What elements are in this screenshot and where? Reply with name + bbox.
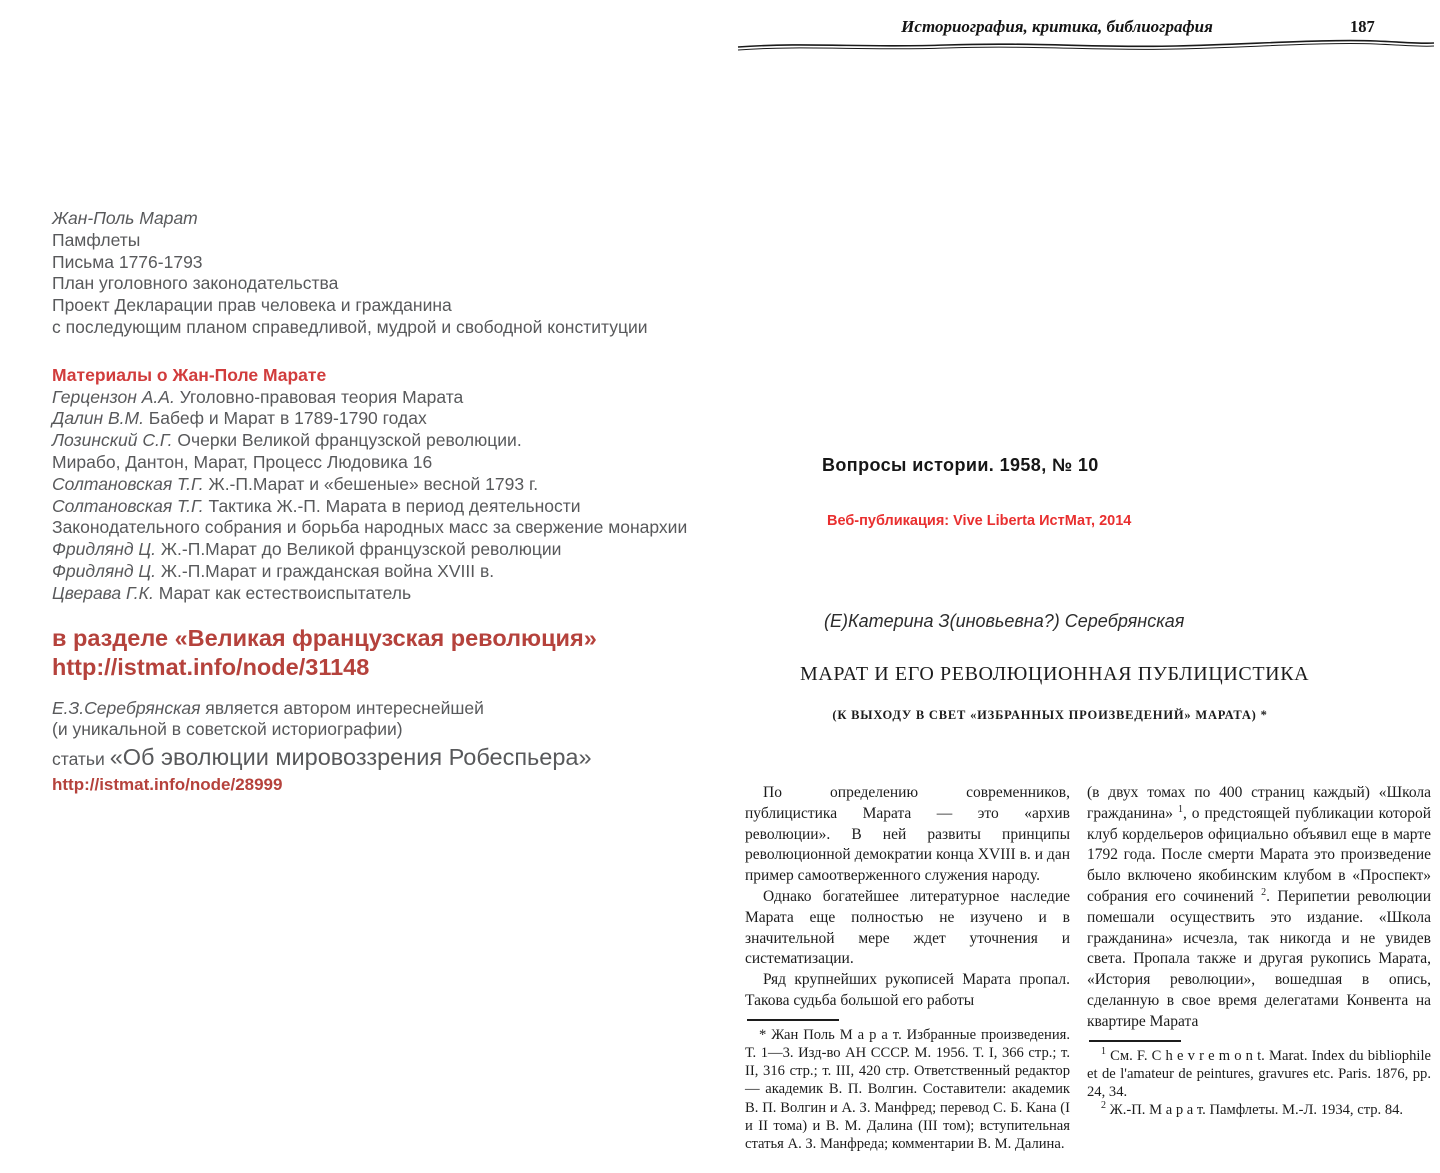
paragraph-text: (в двух томах по 400 страниц каждый) «Школа гражданина»: [1087, 784, 1431, 822]
footnote-2: [1087, 1101, 1431, 1119]
left-annotation-panel: [52, 208, 762, 795]
materials-item-title: Ж.-П.Марат и «бешеные» весной 1793 г.: [203, 473, 539, 494]
footnote-separator-rule: [1089, 1040, 1181, 1042]
article-left-column: [745, 783, 1070, 1153]
materials-item: [52, 517, 762, 539]
footnote-separator-rule: [747, 1019, 839, 1021]
footnote-1-number: 1: [1101, 1045, 1106, 1057]
note-author-name: Е.З.Серебрянская: [52, 697, 201, 718]
note-line1-rest: является автором интереснейшей: [200, 697, 484, 718]
footnote-1-text: См. F. C h e v r e m o n t. Marat. Index du bibliophile et de l'amateur de peintures, gravures etc. Paris. 1876, pp. 24, 34.: [1087, 1047, 1431, 1100]
materials-item-title: Законодательного собрания и борьба народных масс за свержение монархии: [52, 517, 688, 538]
works-author: Жан-Поль Марат: [52, 208, 198, 228]
materials-item: [52, 430, 762, 452]
footnote-star: * Жан Поль М а р а т. Избранные произведения. Т. 1—3. Изд-во АН СССР. М. 1956. Т. I, 366 стр.; т. II, 316 стр.; т. III, 420 стр. Ответственный редактор — академик В. П. Волгин. Составители: академик В. П. Волгин и А. З. Манфред; перевод С. Б. Кана (I и II тома) и В. М. Далина (III том); вступительная статья А. З. Манфреда; комментарии В. М. Далина.: [745, 1026, 1070, 1152]
istmat-node-31148-link[interactable]: http://istmat.info/node/31148: [52, 653, 370, 680]
works-item: Проект Декларации прав человека и гражданина: [52, 295, 452, 316]
materials-item-author: Цверава Г.К.: [52, 582, 154, 603]
paragraph-text: . Перипетии революции помешали осуществить это издание. «Школа гражданина» исчезла, так никогда и не увидев света. Пропала также и другая рукопись Марата, «История революции», вошедшая в опись, сделанную в свое время делегатами Конвента на квартире Марата: [1087, 887, 1431, 1030]
materials-item: [52, 387, 762, 409]
page-number: 187: [1350, 17, 1375, 36]
materials-item-title: Бабеф и Марат в 1789-1790 годах: [143, 408, 427, 429]
journal-source-note: Вопросы истории. 1958, № 10: [822, 455, 1099, 475]
section-link-label: в разделе «Великая французская революция»: [52, 624, 597, 651]
footnote-2-text: Ж.-П. М а р а т. Памфлеты. М.-Л. 1934, стр. 84.: [1106, 1102, 1404, 1119]
article-author-annotation: (Е)Катерина З(иновьевна?) Серебрянская: [824, 611, 1185, 631]
materials-item: [52, 561, 762, 583]
materials-item-author: Фридлянд Ц.: [52, 539, 157, 560]
works-item: План уголовного законодательства: [52, 273, 339, 294]
works-item: Письма 1776-1793: [52, 251, 203, 272]
works-item: с последующим планом справедливой, мудрой и свободной конституции: [52, 316, 648, 337]
paragraph: Ряд крупнейших рукописей Марата пропал. Такова судьба большой его работы: [745, 971, 1070, 1009]
materials-item: [52, 408, 762, 430]
marat-works-list: [52, 208, 762, 339]
materials-item-author: Лозинский С.Г.: [52, 430, 173, 451]
works-item: Памфлеты: [52, 229, 141, 250]
paragraph: По определению современников, публицистика Марата — это «архив революции». В ней развиты принципы революционной демократии конца XVIII в. и дан пример самоотверженного служения народу.: [745, 784, 1070, 885]
web-publication-note: Веб-публикация: Vive Liberta ИстМат, 2014: [827, 513, 1132, 529]
materials-item-title: Тактика Ж.-П. Марата в период деятельности: [203, 495, 581, 516]
materials-item-title: Ж.-П.Марат до Великой французской революции: [156, 539, 562, 560]
materials-item-title: Марат как естествоиспытатель: [153, 582, 412, 603]
footnote-ref-2: 2: [1261, 886, 1267, 898]
footnote-1: [1087, 1047, 1431, 1102]
footnote-2-number: 2: [1101, 1100, 1106, 1112]
materials-item: [52, 474, 762, 496]
materials-item-title: Мирабо, Дантон, Марат, Процесс Людовика 16: [52, 451, 433, 472]
serebryanskaya-note: [52, 698, 762, 796]
paragraph: Однако богатейшее литературное наследие Марата еще полностью не изучено и в значительной мере ждет уточнения и систематизации.: [745, 887, 1070, 968]
paragraph-text: , о предстоящей публикации которой клуб кордельеров официально объявил еще в марте 1792 года. После смерти Марата это произведение было включено якобинским клубом в «Проспект» собрания его сочинений: [1087, 804, 1431, 905]
article-right-column: [1087, 783, 1431, 1119]
materials-item-author: Солтановская Т.Г.: [52, 473, 204, 494]
note-line2: (и уникальной в советской историографии): [52, 719, 403, 740]
note-line3-prefix: статьи: [52, 749, 110, 770]
materials-heading: Материалы о Жан-Поле Марате: [52, 364, 327, 385]
footnote-ref-1: 1: [1177, 803, 1183, 815]
materials-item-author: Далин В.М.: [52, 408, 144, 429]
materials-item-author: Солтановская Т.Г.: [52, 495, 204, 516]
materials-item: [52, 496, 762, 518]
materials-item: [52, 583, 762, 605]
materials-item-title: Ж.-П.Марат и гражданская война XVIII в.: [156, 560, 495, 581]
paragraph: [1087, 783, 1431, 1033]
materials-item-title: Уголовно-правовая теория Марата: [174, 386, 464, 407]
journal-running-title: Историография, критика, библиография: [901, 17, 1213, 36]
materials-item-title: Очерки Великой французской революции.: [172, 430, 522, 451]
materials-item-author: Фридлянд Ц.: [52, 560, 157, 581]
note-article-title: «Об эволюции мировоззрения Робеспьера»: [109, 744, 592, 771]
istmat-node-28999-link[interactable]: http://istmat.info/node/28999: [52, 775, 283, 795]
article-subtitle: (К ВЫХОДУ В СВЕТ «ИЗБРАННЫХ ПРОИЗВЕДЕНИЙ» МАРАТА) *: [832, 708, 1268, 722]
note-line3: [52, 743, 762, 774]
materials-item: [52, 539, 762, 561]
materials-item: [52, 452, 762, 474]
materials-list: [52, 387, 762, 605]
article-title: МАРАТ И ЕГО РЕВОЛЮЦИОННАЯ ПУБЛИЦИСТИКА: [800, 663, 1310, 685]
section-link-block: [52, 624, 762, 682]
materials-item-author: Герцензон А.А.: [52, 386, 175, 407]
wavy-divider-rule: [736, 34, 1436, 54]
